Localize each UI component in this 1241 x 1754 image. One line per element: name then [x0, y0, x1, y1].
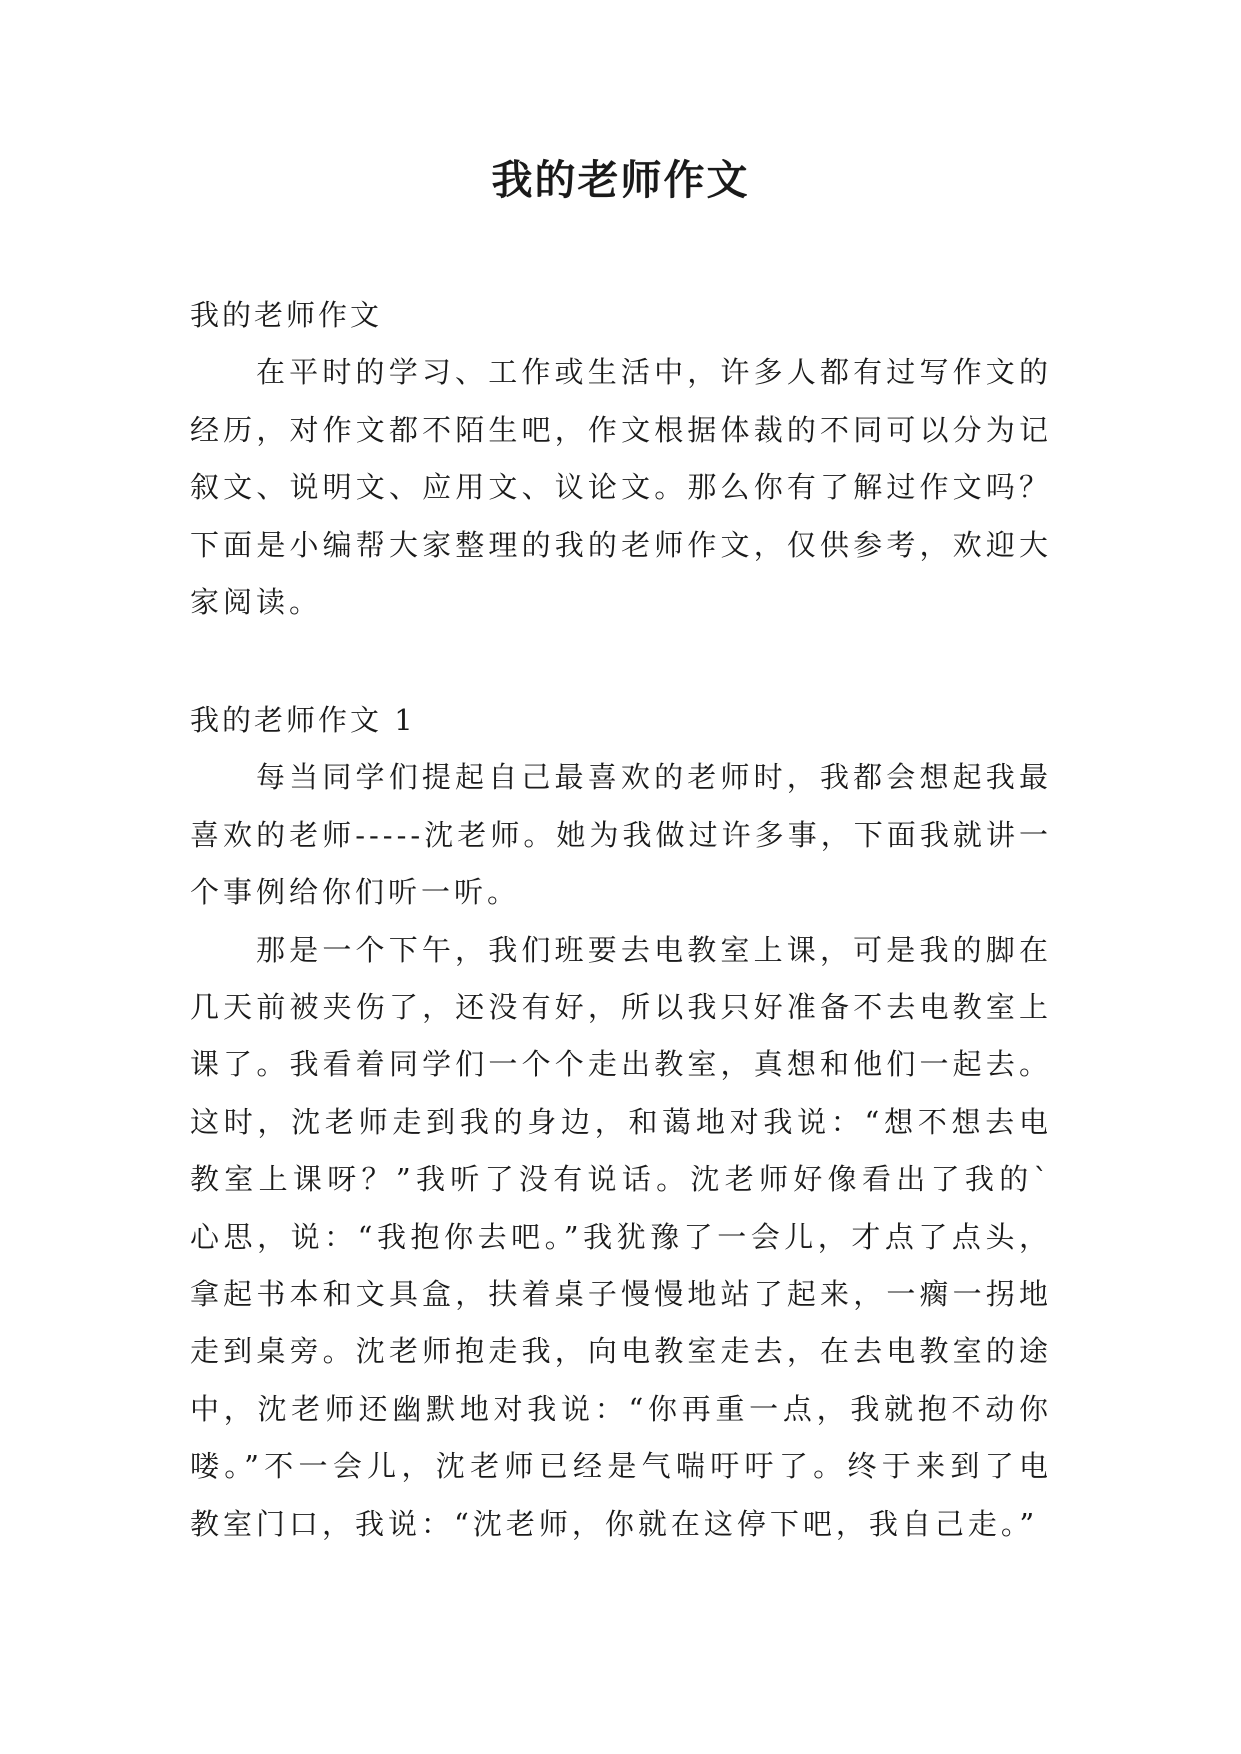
essay-1-paragraph-1: 每当同学们提起自己最喜欢的老师时，我都会想起我最喜欢的老师-----沈老师。她为我做过许多事，下面我就讲一个事例给你们听一听。	[190, 760, 1052, 910]
document-title: 我的老师作文	[491, 156, 750, 204]
essay-1-paragraph-2: 那是一个下午，我们班要去电教室上课，可是我的脚在几天前被夹伤了，还没有好，所以我只好准备不去电教室上课了。我看着同学们一个个走出教室，真想和他们一起去。这时，沈老师走到我的身边，和蔼地对我说：“想不想去电教室上课呀？”我听了没有说话。沈老师好像看出了我的`心思，说：“我抱你去吧。”我犹豫了一会儿，才点了点头，拿起书本和文具盒，扶着桌子慢慢地站了起来，一瘸一拐地走到桌旁。沈老师抱走我，向电教室走去，在去电教室的途中，沈老师还幽默地对我说：“你再重一点，我就抱不动你喽。”不一会儿，沈老师已经是气喘吁吁了。终于来到了电教室门口，我说：“沈老师，你就在这停下吧，我自己走。”	[190, 932, 1052, 1541]
essay-1-section	[190, 692, 1052, 1553]
essay-1-heading: 我的老师作文 1	[190, 703, 416, 737]
intro-section	[190, 287, 1052, 631]
intro-heading: 我的老师作文	[190, 298, 383, 332]
intro-paragraph: 在平时的学习、工作或生活中，许多人都有过写作文的经历，对作文都不陌生吧，作文根据体裁的不同可以分为记叙文、说明文、应用文、议论文。那么你有了解过作文吗？下面是小编帮大家整理的我的老师作文，仅供参考，欢迎大家阅读。	[190, 355, 1052, 620]
